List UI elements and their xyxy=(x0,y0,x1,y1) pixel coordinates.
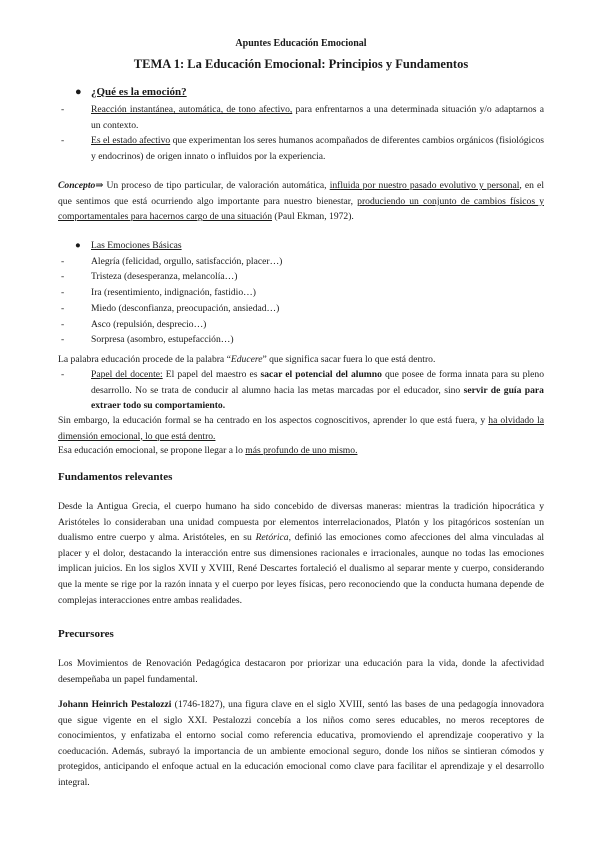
section-heading-precursores: Precursores xyxy=(58,628,114,640)
section-heading-fundamentos: Fundamentos relevantes xyxy=(58,471,173,483)
definition-underlined: Es el estado afectivo xyxy=(91,135,171,146)
dash-marker: - xyxy=(61,104,65,115)
emotion-text: Sorpresa (asombro, estupefacción…) xyxy=(91,334,234,346)
definition-text: para enfrentarnos a una determinada situación y/o adaptarnos a un contexto. xyxy=(91,104,544,131)
concept-citation: (Paul Ekman, 1972). xyxy=(272,211,354,223)
concept-underlined: influida por nuestro pasado evolutivo y personal xyxy=(329,180,520,191)
dash-marker: - xyxy=(61,255,65,267)
emotions-list xyxy=(58,238,544,348)
concept-text: , en el que sentimos que está ocurriendo algo importante para nuestro bienestar, xyxy=(58,180,544,207)
page-title: TEMA 1: La Educación Emocional: Principios y Fundamentos xyxy=(133,57,469,71)
emotional-education-paragraph xyxy=(58,443,544,459)
emotion-text: Alegría (felicidad, orgullo, satisfacción, placer…) xyxy=(91,255,283,267)
list-item xyxy=(58,332,544,348)
work-title: Retórica xyxy=(255,532,289,544)
emotion-text: Tristeza (desesperanza, melancolía…) xyxy=(91,271,238,283)
fundamentos-paragraph xyxy=(58,499,544,608)
concept-text: Un proceso de tipo particular, de valoración automática, xyxy=(103,180,330,191)
person-name: Johann Heinrich Pestalozzi xyxy=(58,699,172,710)
definition-item xyxy=(58,102,544,133)
concept-underlined: produciendo un conjunto de cambios físicos y comportamentales para hacernos cargo de una situación xyxy=(58,195,544,223)
docente-item xyxy=(58,367,544,414)
emotion-text: Miedo (desconfianza, preocupación, ansiedad…) xyxy=(91,302,280,314)
paragraph-underlined: ha olvidado la dimensión emocional, lo que está dentro. xyxy=(58,415,544,442)
emotions-heading: Las Emociones Básicas xyxy=(91,240,182,251)
emotion-text: Asco (repulsión, desprecio…) xyxy=(91,318,207,330)
dash-marker: - xyxy=(61,318,65,330)
paragraph-text: Esa educación emocional, se propone llegar a lo xyxy=(58,445,246,456)
paragraph-text: Desde la Antigua Grecia, el cuerpo humano ha sido concebido de diversas maneras: mientras la tradición hipocrática y Aristóteles lo consideraban una unidad compuesta por elementos interrelacionados, Platón y los pitagóricos sostenían un dualismo entre cuerpo y alma. Aristóteles, en su xyxy=(58,501,544,544)
emotion-text: Ira (resentimiento, indignación, fastidio…) xyxy=(91,287,256,299)
docente-text: El papel del maestro es xyxy=(162,369,261,380)
docente-label: Papel del docente: xyxy=(91,369,163,380)
list-item xyxy=(58,301,544,317)
docente-bold: sacar el potencial del alumno xyxy=(260,369,382,380)
paragraph-text: , definió las emociones como afecciones del alma vinculadas al placer y el dolor, destacando la interacción entre sus dimensiones racionales e irracionales, aunque no todas las emociones implican juicios. En los siglos XVII y XVIII, René Descartes fortaleció el dualismo al separar mente y cuerpo, considerando que la mente se rige por la razón innata y el cuerpo por leyes físicas, pero reconociendo que la conducta humana depende de complejas interacciones entre ambas realidades. xyxy=(58,532,545,606)
document-title: Apuntes Educación Emocional xyxy=(235,38,367,49)
concept-label: Concepto xyxy=(58,180,96,191)
bullet-icon: ● xyxy=(75,240,81,251)
concept-paragraph xyxy=(58,178,544,225)
paragraph-text: Sin embargo, la educación formal se ha centrado en los aspectos cognoscitivos, aprender lo que está fuera, y xyxy=(58,415,489,426)
dash-marker: - xyxy=(61,369,65,380)
paragraph-underlined: más profundo de uno mismo. xyxy=(245,445,358,456)
definition-text: que experimentan los seres humanos acompañados de diferentes cambios orgánicos (fisiológicos y endocrinos) de origen innato o influidos por la experiencia. xyxy=(91,135,545,162)
list-item xyxy=(58,254,544,270)
list-heading xyxy=(58,238,544,254)
list-item xyxy=(58,269,544,285)
list-item xyxy=(58,285,544,301)
arrow-icon: ⇒ xyxy=(95,180,104,191)
educere-paragraph xyxy=(58,352,544,368)
dash-marker: - xyxy=(61,302,65,314)
dash-marker: - xyxy=(61,135,65,146)
pestalozzi-paragraph xyxy=(58,697,544,791)
educere-text: ” que significa sacar fuera lo que está dentro. xyxy=(262,354,436,365)
precursores-paragraph: Los Movimientos de Renovación Pedagógica destacaron por priorizar una educación para la vida, donde la afectividad desempeñaba un papel fundamental. xyxy=(58,658,544,685)
list-item xyxy=(58,317,544,333)
formal-education-paragraph xyxy=(58,413,544,444)
paragraph-text: (1746-1827), una figura clave en el siglo XVIII, sentó las bases de una pedagogía innovadora que sigue vigente en el siglo XXI. Pestalozzi concebía a los niños como seres educables, no meros receptores de conocimientos, y enfatizaba el entorno social como referencia educativa, promoviendo el aprendizaje cooperativo y la coeducación. Además, subrayó la importancia de un ambiente emocional seguro, donde los niños se sintieran cómodos y protegidos, anticipando el enfoque actual en la educación emocional como clave para facilitar el aprendizaje y el desarrollo integral. xyxy=(58,699,545,788)
dash-marker: - xyxy=(61,287,65,299)
docente-bold: servir de guía para extraer todo su comportamiento. xyxy=(91,384,544,412)
docente-text: que posee de forma innata para su pleno desarrollo. No se trata de conducir al alumno hacia las metas marcadas por el educador, sino xyxy=(91,369,544,396)
bullet-icon: ● xyxy=(75,86,82,98)
definition-item xyxy=(58,133,544,164)
dash-marker: - xyxy=(61,334,65,346)
definition-underlined: Reacción instantánea, automática, de tono afectivo, xyxy=(91,104,293,115)
dash-marker: - xyxy=(61,271,65,283)
educere-word: Educere xyxy=(230,354,263,365)
question-text: ¿Qué es la emoción? xyxy=(91,86,187,98)
educere-text: La palabra educación procede de la palabra “ xyxy=(58,354,231,365)
